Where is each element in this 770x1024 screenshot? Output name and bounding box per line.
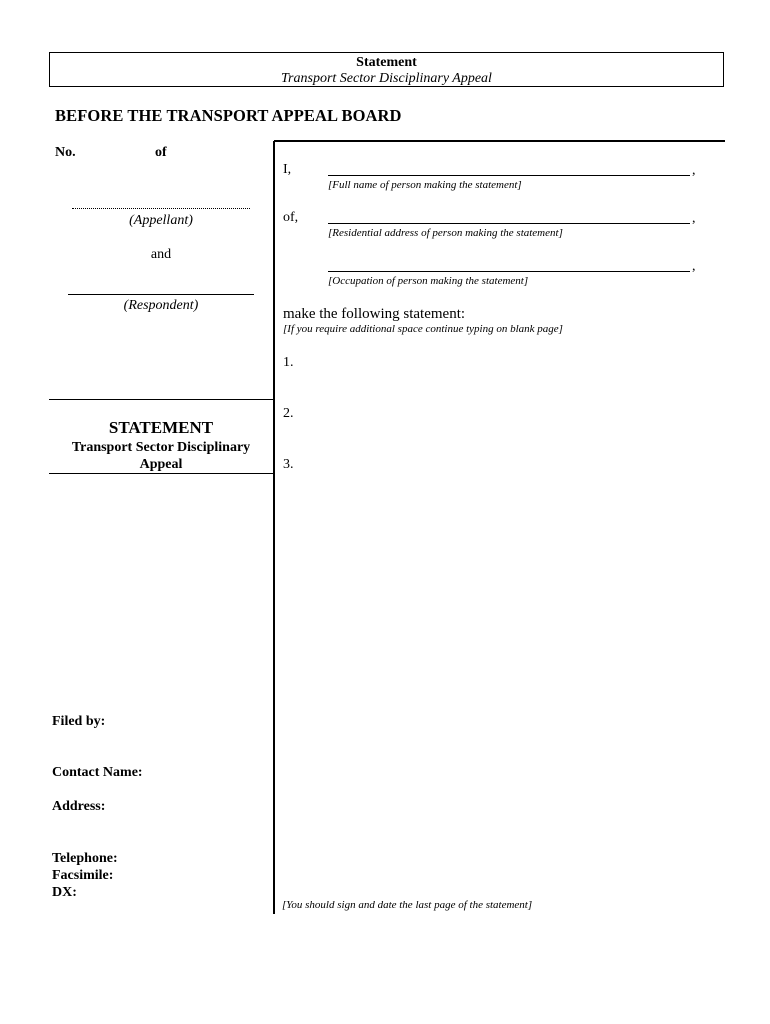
address-label: Address: <box>52 799 106 814</box>
address-hint: [Residential address of person making the statement] <box>328 227 563 239</box>
i-label: I, <box>283 162 292 177</box>
board-title: BEFORE THE TRANSPORT APPEAL BOARD <box>55 106 402 125</box>
occupation-hint: [Occupation of person making the statement] <box>328 275 529 287</box>
occupation-comma: , <box>692 259 696 274</box>
contact-name-label: Contact Name: <box>52 765 143 780</box>
filed-by-label: Filed by: <box>52 714 106 729</box>
address-comma: , <box>692 211 696 226</box>
case-no-label: No. <box>55 145 76 160</box>
full-name-hint: [Full name of person making the statement] <box>328 179 522 191</box>
statement-item-1[interactable]: 1. <box>283 355 294 370</box>
statement-bottom-rule <box>49 473 273 474</box>
header-box <box>49 52 724 87</box>
full-name-field[interactable] <box>328 175 690 176</box>
dx-label: DX: <box>52 885 77 900</box>
statement-sub-line1: Transport Sector Disciplinary <box>71 440 251 455</box>
and-label: and <box>150 247 172 262</box>
statement-item-3[interactable]: 3. <box>283 457 294 472</box>
header-title: Statement <box>356 55 417 70</box>
make-statement-text: make the following statement: <box>283 306 466 322</box>
full-name-comma: , <box>692 163 696 178</box>
appellant-label: (Appellant) <box>129 213 193 228</box>
statement-item-2[interactable]: 2. <box>283 406 294 421</box>
respondent-line[interactable] <box>68 294 254 295</box>
address-field[interactable] <box>328 223 690 224</box>
column-divider <box>273 141 275 914</box>
facsimile-label: Facsimile: <box>52 868 114 883</box>
right-top-rule <box>274 140 725 142</box>
telephone-label: Telephone: <box>52 851 118 866</box>
case-of-label: of <box>155 145 167 160</box>
occupation-field[interactable] <box>328 271 690 272</box>
statement-heading: STATEMENT <box>108 418 214 437</box>
space-hint: [If you require additional space continue typing on blank page] <box>283 323 563 335</box>
statement-top-rule <box>49 399 273 400</box>
respondent-label: (Respondent) <box>123 298 199 313</box>
statement-sub-line2: Appeal <box>139 457 183 472</box>
header-subtitle: Transport Sector Disciplinary Appeal <box>281 71 492 86</box>
statement-subheading <box>49 439 273 473</box>
sign-hint: [You should sign and date the last page of the statement] <box>282 899 533 911</box>
appellant-line[interactable] <box>72 208 250 209</box>
of-label: of, <box>283 210 299 225</box>
